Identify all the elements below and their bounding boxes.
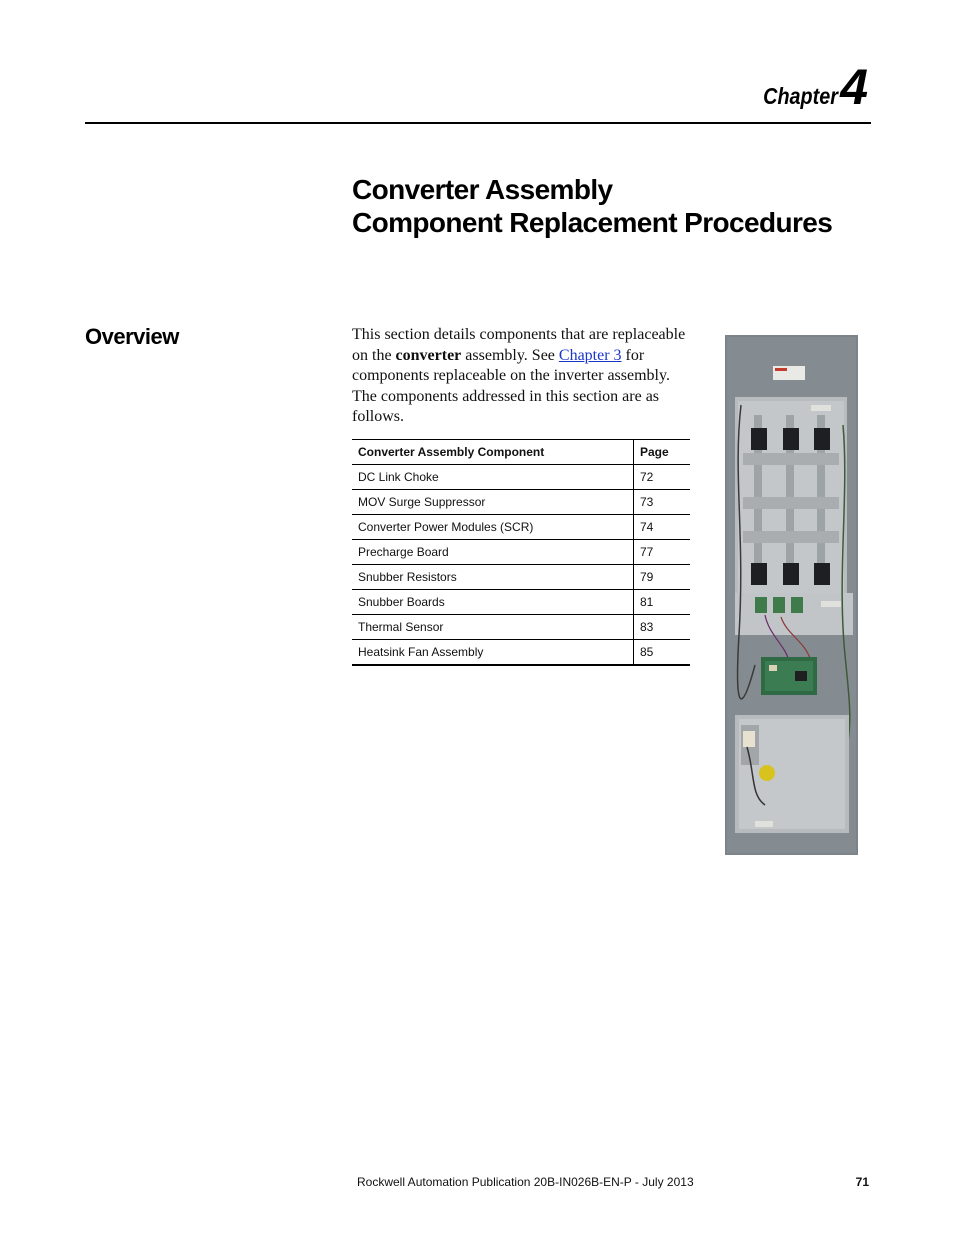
page-ref: 83	[634, 615, 691, 640]
intro-bold-term: converter	[395, 346, 462, 364]
table-row	[352, 590, 690, 615]
footer-page-number: 71	[855, 1175, 869, 1189]
component-name: Snubber Resistors	[352, 565, 634, 590]
table-row	[352, 615, 690, 640]
converter-assembly-photo	[725, 335, 858, 855]
column-header-component: Converter Assembly Component	[352, 440, 634, 465]
component-name: DC Link Choke	[352, 465, 634, 490]
column-header-page: Page	[634, 440, 691, 465]
table-row	[352, 565, 690, 590]
table-row	[352, 515, 690, 540]
page-ref: 81	[634, 590, 691, 615]
table-row	[352, 490, 690, 515]
table-row	[352, 640, 690, 666]
page-ref: 77	[634, 540, 691, 565]
intro-paragraph	[352, 325, 692, 428]
page-title-line1: Converter Assembly	[352, 174, 613, 205]
components-table	[352, 439, 690, 666]
page-ref: 73	[634, 490, 691, 515]
component-name: MOV Surge Suppressor	[352, 490, 634, 515]
page-title	[352, 173, 832, 239]
table-row	[352, 540, 690, 565]
chapter-heading	[751, 59, 868, 115]
page-ref: 85	[634, 640, 691, 666]
intro-text-3: for components replaceable on the inverter assembly. The components addressed in this section are as follows.	[352, 346, 670, 425]
section-heading-overview: Overview	[85, 324, 179, 349]
footer-publication: Rockwell Automation Publication 20B-IN026B-EN-P - July 2013	[357, 1175, 694, 1189]
table-row	[352, 465, 690, 490]
component-name: Precharge Board	[352, 540, 634, 565]
component-name: Thermal Sensor	[352, 615, 634, 640]
intro-text-2: assembly. See	[461, 346, 559, 364]
page-title-line2: Component Replacement Procedures	[352, 207, 833, 238]
page-ref: 79	[634, 565, 691, 590]
chapter-3-link[interactable]: Chapter 3	[558, 346, 622, 364]
table-header-row	[352, 440, 690, 465]
page-ref: 72	[634, 465, 691, 490]
component-name: Snubber Boards	[352, 590, 634, 615]
chapter-number: 4	[840, 59, 868, 115]
chapter-label: Chapter	[763, 83, 839, 109]
intro-text-1: This section details components that are replaceable on the	[352, 326, 686, 364]
page-ref: 74	[634, 515, 691, 540]
component-name: Converter Power Modules (SCR)	[352, 515, 634, 540]
header-rule	[85, 122, 871, 124]
component-name: Heatsink Fan Assembly	[352, 640, 634, 666]
